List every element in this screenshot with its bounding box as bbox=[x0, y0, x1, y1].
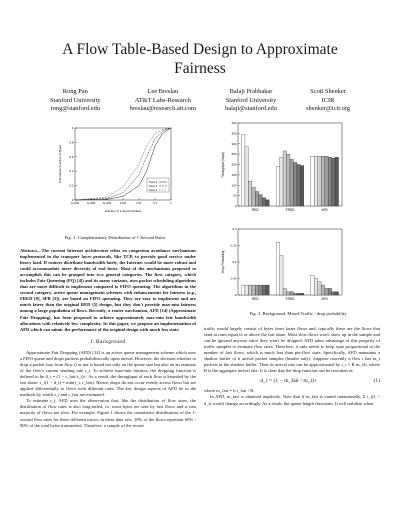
y-tick-label: 100 bbox=[231, 183, 237, 188]
author-email: breslau@research.att.com bbox=[129, 105, 196, 113]
author-name: Lee Breslau bbox=[147, 88, 179, 95]
bar bbox=[241, 285, 244, 295]
bar bbox=[266, 285, 269, 295]
author-name: Rong Pan bbox=[62, 88, 88, 95]
bar bbox=[287, 292, 290, 295]
bar bbox=[321, 156, 324, 206]
bar bbox=[297, 293, 300, 295]
category-label: AFD bbox=[321, 297, 328, 301]
bar bbox=[248, 181, 251, 206]
bar bbox=[335, 157, 338, 206]
bar bbox=[266, 200, 269, 206]
bar bbox=[280, 255, 283, 295]
legend-entry: Trace 3 bbox=[148, 189, 158, 192]
x-tick-label: 1 bbox=[170, 202, 172, 205]
bar bbox=[283, 151, 286, 206]
author-block bbox=[50, 88, 350, 114]
y-tick-label: 0.2 bbox=[69, 183, 74, 188]
y-tick-label: 150 bbox=[231, 172, 237, 177]
body-paragraph: To estimate r_i, AFD uses the observation that, like the distribution of flow sizes, the distribution of flow rates is also long-tailed, i.e. most bytes are sent by fast flows and a vast majority of flows are slow. For example, Figure 1 shows the cumulative distributions of the 1-second flow rates for three different traces; in these data sets, 10% of the flows represent 60% - 90% of the total bytes transmitted. Therefore, a sample of the recent bbox=[20, 398, 196, 428]
bar bbox=[332, 292, 335, 295]
bar bbox=[314, 279, 317, 296]
author-email: balaji@stanford.edu bbox=[225, 105, 277, 113]
bar bbox=[283, 288, 286, 295]
author-1 bbox=[50, 88, 101, 114]
bar bbox=[321, 285, 324, 295]
bar bbox=[300, 293, 303, 295]
bar bbox=[311, 275, 314, 295]
y-tick-label: 0.4 bbox=[69, 169, 74, 174]
author-3 bbox=[225, 88, 277, 114]
bar bbox=[328, 288, 331, 295]
y-tick-label: 0 bbox=[234, 204, 237, 208]
y-tick-label: 0.6 bbox=[69, 154, 74, 159]
bar bbox=[262, 198, 265, 206]
bar bbox=[325, 156, 328, 206]
y-tick-label: 0 bbox=[71, 198, 74, 202]
body-paragraph: traffic would largely consist of bytes from faster flows and, typically these are the flows that send at rates equal to or above the fair share. Most slow flows won't show up in the sample and can be ignored anyway since they won't be dropped. AFD takes advantage of this property of traffic samples to estimate flow rates. Therefore, it only needs to keep state proportional to the number of fast flows, which is much less than per-flow state. Specifically, AFD maintains a shadow buffer of b arrival packet samples (header only). Suppose currently a flow i has m_i packets in the shadow buffer. Then its arrival rate can be approximated by r_i ≈ R m_i/b, where R is the aggregate arrival rate. It is clear that the drop function can be rewritten as bbox=[204, 326, 380, 374]
y-tick-label: 0 bbox=[234, 293, 237, 297]
bar bbox=[314, 156, 317, 206]
bar bbox=[252, 187, 255, 206]
bar bbox=[259, 195, 262, 206]
bar bbox=[328, 157, 331, 206]
body-paragraph: Approximate Fair Dropping (AFD) [14] is an active queue management scheme which uses a FIFO queue and drops packets probabilistically upon arrival. However, the decision whether to drop a packet (say from flow i) or not is based not only on the queue size but also on an estimate of the flow's current sending rate r_i. To achieve max-min fairness, the dropping function is defined to be d_i = (1 − r_fair/r_i)+. As a result, the throughput of each flow is bounded by the fair share: r_i(1 − d_i) = min(r_i, r_fair). Hence, drops do not occur evenly across flows but are applied differentially to flows with different rates. The key design aspects of AFD lie in the methods by which r_i and r_fair are estimated. bbox=[20, 350, 196, 398]
category-label: RED bbox=[251, 297, 259, 301]
y-tick-label: 0.05 bbox=[230, 276, 237, 281]
figure-3-caption: Fig. 3. Background: Mixed Traffic - drop probability bbox=[249, 311, 347, 316]
author-4 bbox=[306, 88, 350, 114]
x-tick-label: 1e-004 bbox=[102, 202, 112, 205]
bar bbox=[318, 156, 321, 206]
category-label: AFD bbox=[321, 208, 328, 212]
bar bbox=[255, 285, 258, 295]
left-column-body bbox=[20, 350, 196, 429]
figure-1-caption: Fig. 1. Complementary Distribution of 1-Second Rates bbox=[64, 235, 166, 240]
figure-2-throughput-chart bbox=[218, 120, 344, 220]
bar bbox=[297, 165, 300, 207]
author-affiliation: Stanford University bbox=[225, 96, 277, 104]
bar bbox=[287, 154, 290, 206]
figure-1-cdf-plot bbox=[55, 124, 175, 216]
y-tick-label: 250 bbox=[231, 152, 237, 157]
title-line-2: Fairness bbox=[174, 60, 226, 77]
bar bbox=[255, 191, 258, 206]
author-name: Balaji Prabhakar bbox=[229, 88, 273, 95]
bar bbox=[290, 292, 293, 295]
y-tick-label: 0.15 bbox=[230, 243, 237, 248]
bar bbox=[325, 288, 328, 295]
y-tick-label: 400 bbox=[231, 121, 237, 125]
x-tick-label: 1e-005 bbox=[86, 202, 96, 205]
legend-entry: Trace 1 bbox=[148, 181, 158, 184]
legend-entry: Trace 2 bbox=[148, 185, 158, 188]
equation-number: (1) bbox=[373, 378, 380, 385]
y-tick-label: 0.1 bbox=[232, 260, 237, 264]
y-axis-label: Drop Probability bbox=[221, 250, 225, 274]
bar bbox=[248, 285, 251, 295]
bar bbox=[290, 159, 293, 206]
equation: d_i = (1 − m_fair / m_i)+ bbox=[260, 378, 318, 385]
bar bbox=[318, 282, 321, 295]
bar bbox=[241, 134, 244, 206]
x-axis-label: Fraction of 1-Second Rates bbox=[104, 209, 142, 213]
bar bbox=[311, 156, 314, 206]
y-tick-label: 300 bbox=[231, 141, 237, 146]
bar bbox=[335, 292, 338, 295]
bar bbox=[300, 166, 303, 206]
author-affiliation: ICIR bbox=[321, 96, 335, 104]
bar bbox=[262, 285, 265, 295]
y-tick-label: 1 bbox=[71, 126, 74, 130]
x-tick-label: 0.001 bbox=[119, 202, 127, 205]
figure-3-drop-probability-chart bbox=[218, 226, 344, 306]
abstract: Abstract—The current Internet architecture relies on congestion avoidance mechanisms implemented in the transport layer protocols, like TCP, to provide good service under heavy load. If routers distribute bandwidth fairly, the Internet would be more robust and could accommodate more diversity of end hosts. Most of the mechanisms proposed to accomplish this can be grouped into two general categories. The first category, which includes Fair Queueing (FQ) [4]) and its many variants, uses packet scheduling algorithms that are more difficult to implement compared to FIFO queueing. The algorithms in the second category, active queue management schemes with enhancements for fairness (e.g., FRED [8], SFB [3]), are based on FIFO queueing. They are easy to implement and are much fairer than the original RED [5] design, but they don't provide max-min fairness among a large population of flows. Recently, a router mechanism, AFD [14] (Approximate Fair Dropping), has been proposed to achieve approximately max-min fair bandwidth allocations with relatively low complexity. In this paper, we propose an implementation of AFD which can mimic the performance of the original design with much less state. bbox=[20, 248, 196, 332]
section-heading: I. Background bbox=[90, 339, 126, 345]
category-label: RED bbox=[251, 208, 259, 212]
right-column-body bbox=[204, 326, 380, 407]
y-axis-label: Cumulative Fraction of Bytes bbox=[58, 144, 62, 184]
bar bbox=[293, 162, 296, 206]
bar bbox=[259, 285, 262, 295]
author-affiliation: Stanford University bbox=[50, 96, 101, 104]
body-paragraph: where m_fair = b r_fair / R. bbox=[204, 388, 255, 394]
category-label: FRED bbox=[285, 297, 295, 301]
x-tick-label: 0.1 bbox=[153, 202, 157, 205]
author-2 bbox=[130, 88, 196, 114]
bar bbox=[332, 158, 335, 206]
body-paragraph: In AFD, m_fair is obtained implicitly. Note that if m_fair is varied intentionally, Σ r_i(1 − d_i) would change accordingly. As a result, the queue length fluctuates. It will stabilize when bbox=[204, 394, 380, 406]
author-email: shenker@icir.org bbox=[306, 105, 350, 113]
x-tick-label: 0.01 bbox=[136, 202, 142, 205]
bar bbox=[276, 242, 279, 295]
bar bbox=[293, 293, 296, 295]
y-tick-label: 350 bbox=[231, 131, 237, 136]
bar bbox=[276, 167, 279, 206]
author-email: rong@stanford.edu bbox=[50, 105, 100, 113]
x-tick-label: 1e-006 bbox=[70, 202, 80, 205]
y-tick-label: 0.8 bbox=[69, 140, 74, 145]
bar bbox=[245, 147, 248, 206]
category-label: FRED bbox=[285, 208, 295, 212]
y-tick-label: 0.2 bbox=[232, 227, 237, 231]
y-tick-label: 50 bbox=[233, 193, 237, 198]
bar bbox=[252, 285, 255, 295]
title-line-1: A Flow Table-Based Design to Approximate bbox=[62, 41, 338, 58]
y-tick-label: 200 bbox=[231, 162, 237, 167]
bar bbox=[280, 157, 283, 206]
y-axis-label: Throughput (kbps) bbox=[221, 151, 225, 179]
equation-row bbox=[204, 378, 380, 384]
author-name: Scott Shenker bbox=[310, 88, 346, 95]
author-affiliation: AT&T Labs-Research bbox=[134, 96, 191, 104]
paper-title bbox=[0, 40, 400, 78]
bar bbox=[245, 285, 248, 295]
